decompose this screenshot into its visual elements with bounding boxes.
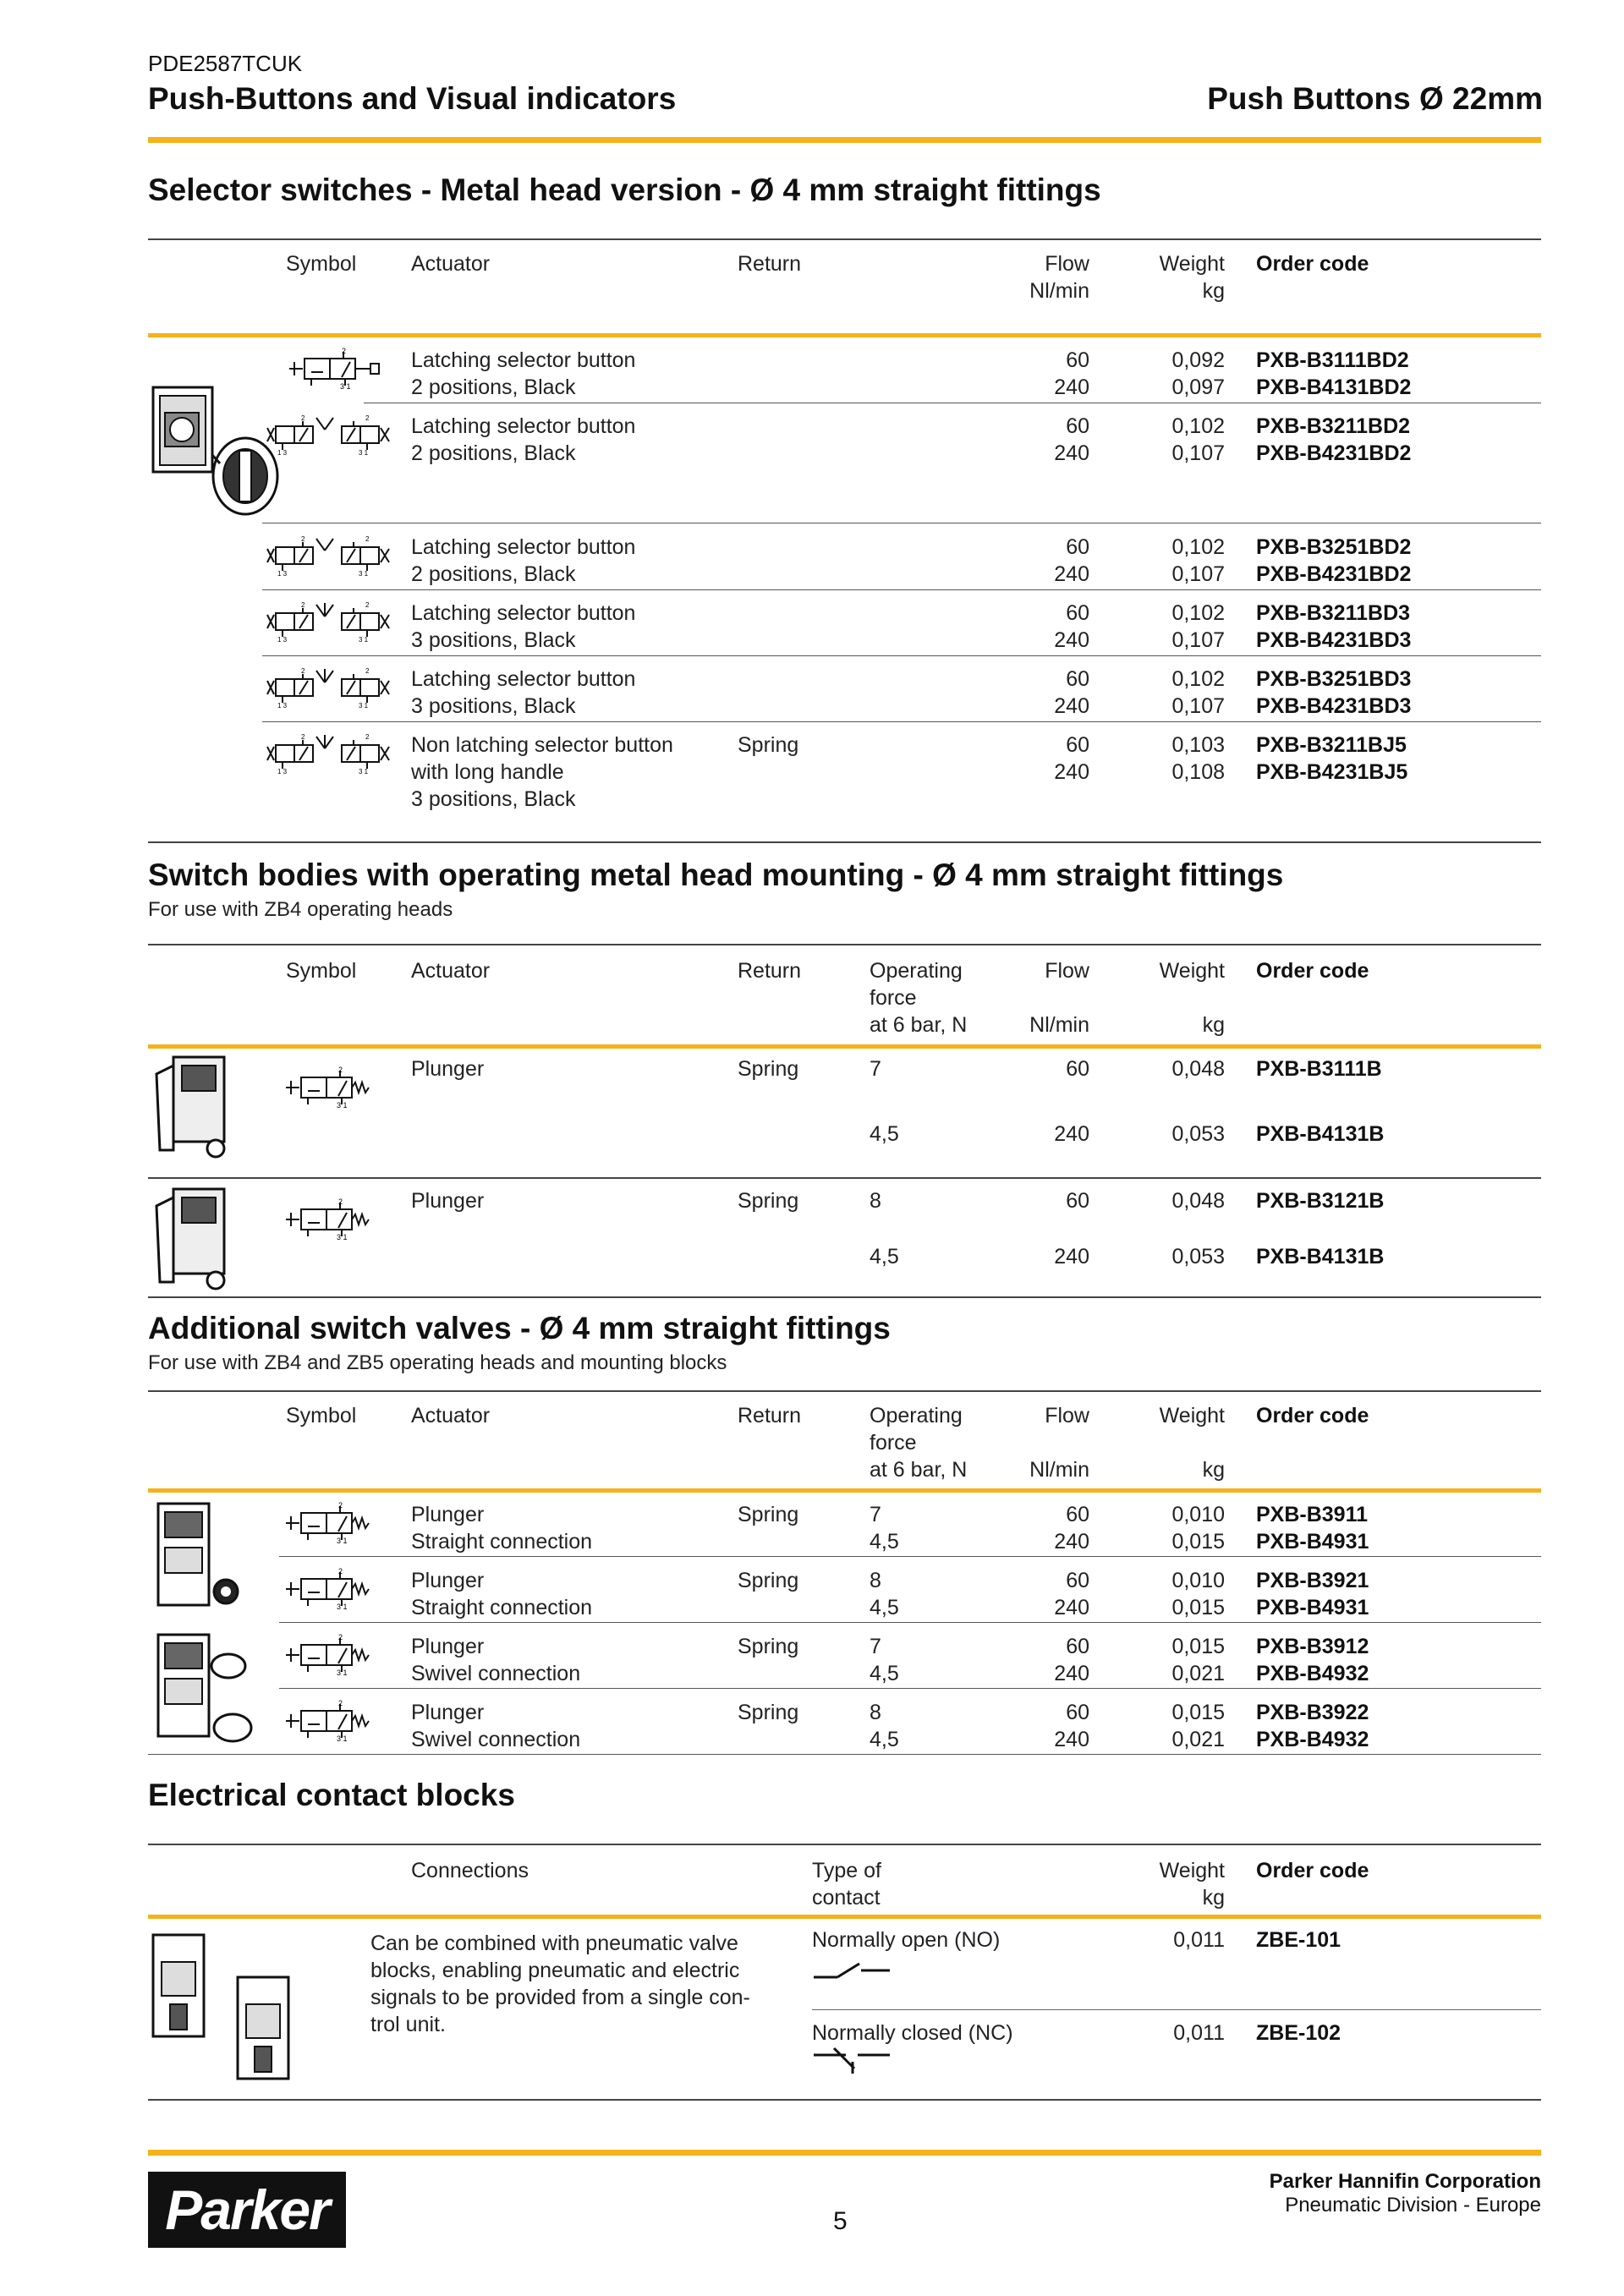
contact-block-description: Can be combined with pneumatic valve blocks, enabling pneumatic and electric signals to be provided from a single con- trol unit. xyxy=(370,1932,750,2036)
section-subtitle-additional-valves: For use with ZB4 and ZB5 operating heads and mounting blocks xyxy=(148,1351,727,1374)
row-return: Spring xyxy=(738,1635,799,1658)
row-weight: 0,102 0,107 xyxy=(1171,535,1225,586)
row-flow: 60 240 xyxy=(1054,1635,1089,1685)
svg-text:2: 2 xyxy=(338,1066,343,1074)
row-actuator: Latching selector button 2 positions, Black xyxy=(411,348,636,399)
col-header-order-code: Order code xyxy=(1256,959,1369,983)
contact-weight: 0,011 xyxy=(1173,2021,1225,2045)
switch-valve-photo xyxy=(148,1497,245,1615)
svg-text:2: 2 xyxy=(338,1567,343,1575)
row-weight: 0,048 xyxy=(1171,1057,1225,1081)
section-bottom-rule xyxy=(148,2099,1541,2101)
section-subtitle-switch-bodies: For use with ZB4 operating heads xyxy=(148,898,453,921)
row-weight: 0,103 0,108 xyxy=(1171,733,1225,784)
row-actuator: Plunger Straight connection xyxy=(411,1503,593,1553)
row-divider xyxy=(148,1177,1541,1179)
col-header-return: Return xyxy=(738,1404,802,1427)
row-flow: 60 240 xyxy=(1054,601,1089,652)
svg-text:2: 2 xyxy=(338,1501,343,1510)
row-weight: 0,010 0,015 xyxy=(1171,1503,1225,1553)
section-title-selector-switches: Selector switches - Metal head version - Ø 4 mm straight fittings xyxy=(148,173,1101,207)
col-header-return: Return xyxy=(738,252,802,276)
valve-plunger-symbol-icon xyxy=(283,1066,384,1114)
row-actuator: Plunger Swivel connection xyxy=(411,1635,581,1685)
contact-weight: 0,011 xyxy=(1173,1928,1225,1952)
footer-division: Pneumatic Division - Europe xyxy=(1285,2194,1541,2217)
row-operating-force: 7 xyxy=(870,1057,881,1081)
svg-text:3 1: 3 1 xyxy=(359,449,369,457)
valve-selector-symbol-icon xyxy=(266,600,392,648)
svg-text:2: 2 xyxy=(342,347,347,355)
row-weight: 0,048 xyxy=(1171,1189,1225,1213)
valve-plunger-symbol-icon xyxy=(283,1699,384,1747)
row-order-code: PXB-B3251BD3 PXB-B4231BD3 xyxy=(1256,667,1412,718)
svg-text:3 1: 3 1 xyxy=(337,1734,348,1743)
svg-text:3 1: 3 1 xyxy=(359,570,369,578)
contact-order-code: ZBE-102 xyxy=(1256,2021,1341,2045)
row-actuator: Plunger Straight connection xyxy=(411,1569,593,1619)
header-underline xyxy=(148,1044,1541,1049)
row-order-code: PXB-B3921 PXB-B4931 xyxy=(1256,1569,1369,1619)
contact-block-photo xyxy=(148,1928,317,2089)
row-operating-force: 8 4,5 xyxy=(870,1569,899,1619)
row-weight: 0,053 xyxy=(1171,1245,1225,1269)
section-bottom-rule xyxy=(148,1754,1541,1755)
page-title: Push-Buttons and Visual indicators xyxy=(148,81,677,116)
row-flow: 60 xyxy=(1066,1189,1089,1213)
row-divider xyxy=(279,1688,1541,1689)
section-title-additional-valves: Additional switch valves - Ø 4 mm straight fittings xyxy=(148,1311,891,1345)
row-flow: 60 240 xyxy=(1054,733,1089,784)
valve-plunger-symbol-icon xyxy=(283,1633,384,1681)
col-header-symbol: Symbol xyxy=(286,252,357,276)
row-flow: 60 240 xyxy=(1054,667,1089,718)
section-title-switch-bodies: Switch bodies with operating metal head mounting - Ø 4 mm straight fittings xyxy=(148,858,1284,892)
col-header-weight-unit: kg xyxy=(1202,279,1225,303)
document-id: PDE2587TCUK xyxy=(148,51,303,76)
valve-plunger-symbol-icon xyxy=(283,1197,384,1246)
row-flow: 60 240 xyxy=(1054,1701,1089,1751)
row-weight: 0,102 0,107 xyxy=(1171,601,1225,652)
section-bottom-rule xyxy=(148,841,1541,843)
section-bottom-rule xyxy=(148,1296,1541,1298)
col-header-flow: Flow xyxy=(1045,959,1089,983)
col-header-connections: Connections xyxy=(411,1859,529,1882)
table-top-rule xyxy=(148,944,1541,945)
row-flow: 60 240 xyxy=(1054,414,1089,465)
table-top-rule xyxy=(148,1390,1541,1392)
col-header-order-code: Order code xyxy=(1256,1404,1369,1427)
row-actuator: Latching selector button 2 positions, Black xyxy=(411,414,636,465)
row-divider xyxy=(262,655,1541,656)
svg-text:2: 2 xyxy=(301,601,305,609)
svg-text:2: 2 xyxy=(338,1699,343,1707)
row-order-code: PXB-B3911 PXB-B4931 xyxy=(1256,1503,1369,1553)
valve-selector-symbol-icon xyxy=(266,534,392,582)
svg-text:1 3: 1 3 xyxy=(277,636,288,644)
row-operating-force: 4,5 xyxy=(870,1245,899,1269)
svg-text:2: 2 xyxy=(301,414,305,422)
row-weight: 0,053 xyxy=(1171,1122,1225,1146)
header-underline xyxy=(148,1488,1541,1493)
col-header-flow-unit: Nl/min xyxy=(1029,279,1089,303)
col-header-symbol: Symbol xyxy=(286,1404,357,1427)
valve-plunger-symbol-icon xyxy=(283,1501,384,1549)
switch-body-photo xyxy=(148,1049,241,1163)
row-return: Spring xyxy=(738,1701,799,1724)
svg-text:2: 2 xyxy=(338,1197,343,1206)
row-order-code: PXB-B3251BD2 PXB-B4231BD2 xyxy=(1256,535,1412,586)
row-actuator: Latching selector button 3 positions, Black xyxy=(411,667,636,718)
svg-text:1 3: 1 3 xyxy=(277,570,288,578)
row-weight: 0,092 0,097 xyxy=(1171,348,1225,399)
row-weight: 0,102 0,107 xyxy=(1171,667,1225,718)
row-operating-force: 8 xyxy=(870,1189,881,1213)
valve-selector-symbol-icon xyxy=(266,413,392,461)
svg-text:2: 2 xyxy=(365,414,370,422)
section-title-contact-blocks: Electrical contact blocks xyxy=(148,1778,515,1812)
col-header-flow: Flow xyxy=(1045,252,1089,276)
row-weight: 0,015 0,021 xyxy=(1171,1701,1225,1751)
row-return: Spring xyxy=(738,733,799,757)
col-header-return: Return xyxy=(738,959,802,983)
row-actuator: Non latching selector button with long handle 3 positions, Black xyxy=(411,733,673,811)
svg-text:2: 2 xyxy=(301,667,305,675)
row-divider xyxy=(262,721,1541,722)
col-header-actuator: Actuator xyxy=(411,1404,491,1427)
header-rule xyxy=(148,137,1541,143)
svg-text:3 1: 3 1 xyxy=(359,702,369,710)
row-operating-force: 4,5 xyxy=(870,1122,899,1146)
svg-text:2: 2 xyxy=(365,733,370,741)
selector-switch-photo xyxy=(148,379,283,523)
col-header-flow-unit: Nl/min xyxy=(1029,1458,1089,1482)
row-flow: 60 240 xyxy=(1054,535,1089,586)
row-operating-force: 7 4,5 xyxy=(870,1503,899,1553)
row-order-code: PXB-B3211BD2 PXB-B4231BD2 xyxy=(1256,414,1412,465)
svg-text:1 3: 1 3 xyxy=(277,449,288,457)
normally-closed-contact-icon xyxy=(812,2047,893,2075)
col-header-operating-force: Operating force at 6 bar, N xyxy=(870,1404,968,1482)
row-return: Spring xyxy=(738,1503,799,1526)
svg-text:2: 2 xyxy=(301,535,305,543)
row-operating-force: 8 4,5 xyxy=(870,1701,899,1751)
row-order-code: PXB-B3111B xyxy=(1256,1057,1382,1081)
col-header-actuator: Actuator xyxy=(411,252,491,276)
table-top-rule xyxy=(148,238,1541,240)
row-flow: 60 240 xyxy=(1054,348,1089,399)
row-flow: 60 240 xyxy=(1054,1569,1089,1619)
svg-text:2: 2 xyxy=(365,667,370,675)
parker-logo: Parker xyxy=(148,2172,346,2248)
valve-plunger-symbol-icon xyxy=(283,1567,384,1615)
svg-text:2: 2 xyxy=(338,1633,343,1641)
valve-selector-symbol-icon xyxy=(286,347,387,395)
row-order-code: PXB-B4131B xyxy=(1256,1122,1385,1146)
row-order-code: PXB-B4131B xyxy=(1256,1245,1385,1269)
svg-text:3 1: 3 1 xyxy=(337,1233,348,1241)
row-weight: 0,015 0,021 xyxy=(1171,1635,1225,1685)
row-order-code: PXB-B3211BD3 PXB-B4231BD3 xyxy=(1256,601,1412,652)
row-actuator: Plunger xyxy=(411,1189,485,1213)
switch-body-photo xyxy=(148,1181,241,1295)
page-title-right: Push Buttons Ø 22mm xyxy=(1207,81,1543,116)
row-actuator: Plunger xyxy=(411,1057,485,1081)
col-header-weight: Weight xyxy=(1159,252,1225,276)
row-weight: 0,010 0,015 xyxy=(1171,1569,1225,1619)
table-top-rule xyxy=(148,1844,1541,1845)
svg-text:1 3: 1 3 xyxy=(277,702,288,710)
normally-open-contact-icon xyxy=(812,1959,893,1984)
col-header-weight: Weight xyxy=(1159,959,1225,983)
valve-selector-symbol-icon xyxy=(266,666,392,714)
row-divider xyxy=(812,2009,1541,2010)
svg-text:3 1: 3 1 xyxy=(337,1537,348,1545)
row-divider xyxy=(279,1622,1541,1623)
row-return: Spring xyxy=(738,1569,799,1592)
row-order-code: PXB-B3211BJ5 PXB-B4231BJ5 xyxy=(1256,733,1408,784)
row-order-code: PXB-B3111BD2 PXB-B4131BD2 xyxy=(1256,348,1412,399)
row-order-code: PXB-B3121B xyxy=(1256,1189,1385,1213)
col-header-flow: Flow xyxy=(1045,1404,1089,1427)
switch-valve-swivel-photo xyxy=(148,1628,258,1755)
row-divider xyxy=(279,1556,1541,1557)
row-weight: 0,102 0,107 xyxy=(1171,414,1225,465)
svg-text:3 1: 3 1 xyxy=(359,636,369,644)
row-actuator: Plunger Swivel connection xyxy=(411,1701,581,1751)
contact-order-code: ZBE-101 xyxy=(1256,1928,1341,1952)
svg-text:3 1: 3 1 xyxy=(340,382,351,391)
valve-selector-symbol-icon xyxy=(266,732,392,780)
row-divider xyxy=(262,589,1541,590)
contact-type-nc: Normally closed (NC) xyxy=(812,2021,1013,2045)
row-flow: 240 xyxy=(1054,1245,1089,1269)
header-underline xyxy=(148,1915,1541,1919)
row-flow: 240 xyxy=(1054,1122,1089,1146)
row-operating-force: 7 4,5 xyxy=(870,1635,899,1685)
svg-text:3 1: 3 1 xyxy=(359,768,369,775)
col-header-order-code: Order code xyxy=(1256,1859,1369,1882)
footer-rule xyxy=(148,2150,1541,2156)
col-header-weight: Weight xyxy=(1159,1404,1225,1427)
col-header-weight-unit: kg xyxy=(1202,1458,1225,1482)
row-actuator: Latching selector button 2 positions, Black xyxy=(411,535,636,586)
svg-text:1 3: 1 3 xyxy=(277,768,288,775)
header-underline xyxy=(148,333,1541,337)
footer-company: Parker Hannifin Corporation xyxy=(1269,2170,1541,2193)
col-header-weight-unit: kg xyxy=(1202,1013,1225,1037)
col-header-actuator: Actuator xyxy=(411,959,491,983)
col-header-type-of-contact: Type of contact xyxy=(812,1859,881,1910)
row-flow: 60 240 xyxy=(1054,1503,1089,1553)
page-number: 5 xyxy=(833,2207,848,2235)
row-order-code: PXB-B3912 PXB-B4932 xyxy=(1256,1635,1369,1685)
row-return: Spring xyxy=(738,1057,799,1081)
col-header-weight-unit: kg xyxy=(1202,1886,1225,1910)
col-header-symbol: Symbol xyxy=(286,959,357,983)
row-return: Spring xyxy=(738,1189,799,1213)
svg-text:2: 2 xyxy=(365,601,370,609)
col-header-flow-unit: Nl/min xyxy=(1029,1013,1089,1037)
svg-text:2: 2 xyxy=(365,535,370,543)
svg-text:3 1: 3 1 xyxy=(337,1101,348,1110)
col-header-weight: Weight xyxy=(1159,1859,1225,1882)
svg-text:3 1: 3 1 xyxy=(337,1603,348,1611)
row-actuator: Latching selector button 3 positions, Black xyxy=(411,601,636,652)
col-header-operating-force: Operating force at 6 bar, N xyxy=(870,959,968,1037)
contact-type-no: Normally open (NO) xyxy=(812,1928,1001,1952)
svg-text:2: 2 xyxy=(301,733,305,741)
col-header-order-code: Order code xyxy=(1256,252,1369,276)
row-order-code: PXB-B3922 PXB-B4932 xyxy=(1256,1701,1369,1751)
row-flow: 60 xyxy=(1066,1057,1089,1081)
svg-text:3 1: 3 1 xyxy=(337,1669,348,1677)
